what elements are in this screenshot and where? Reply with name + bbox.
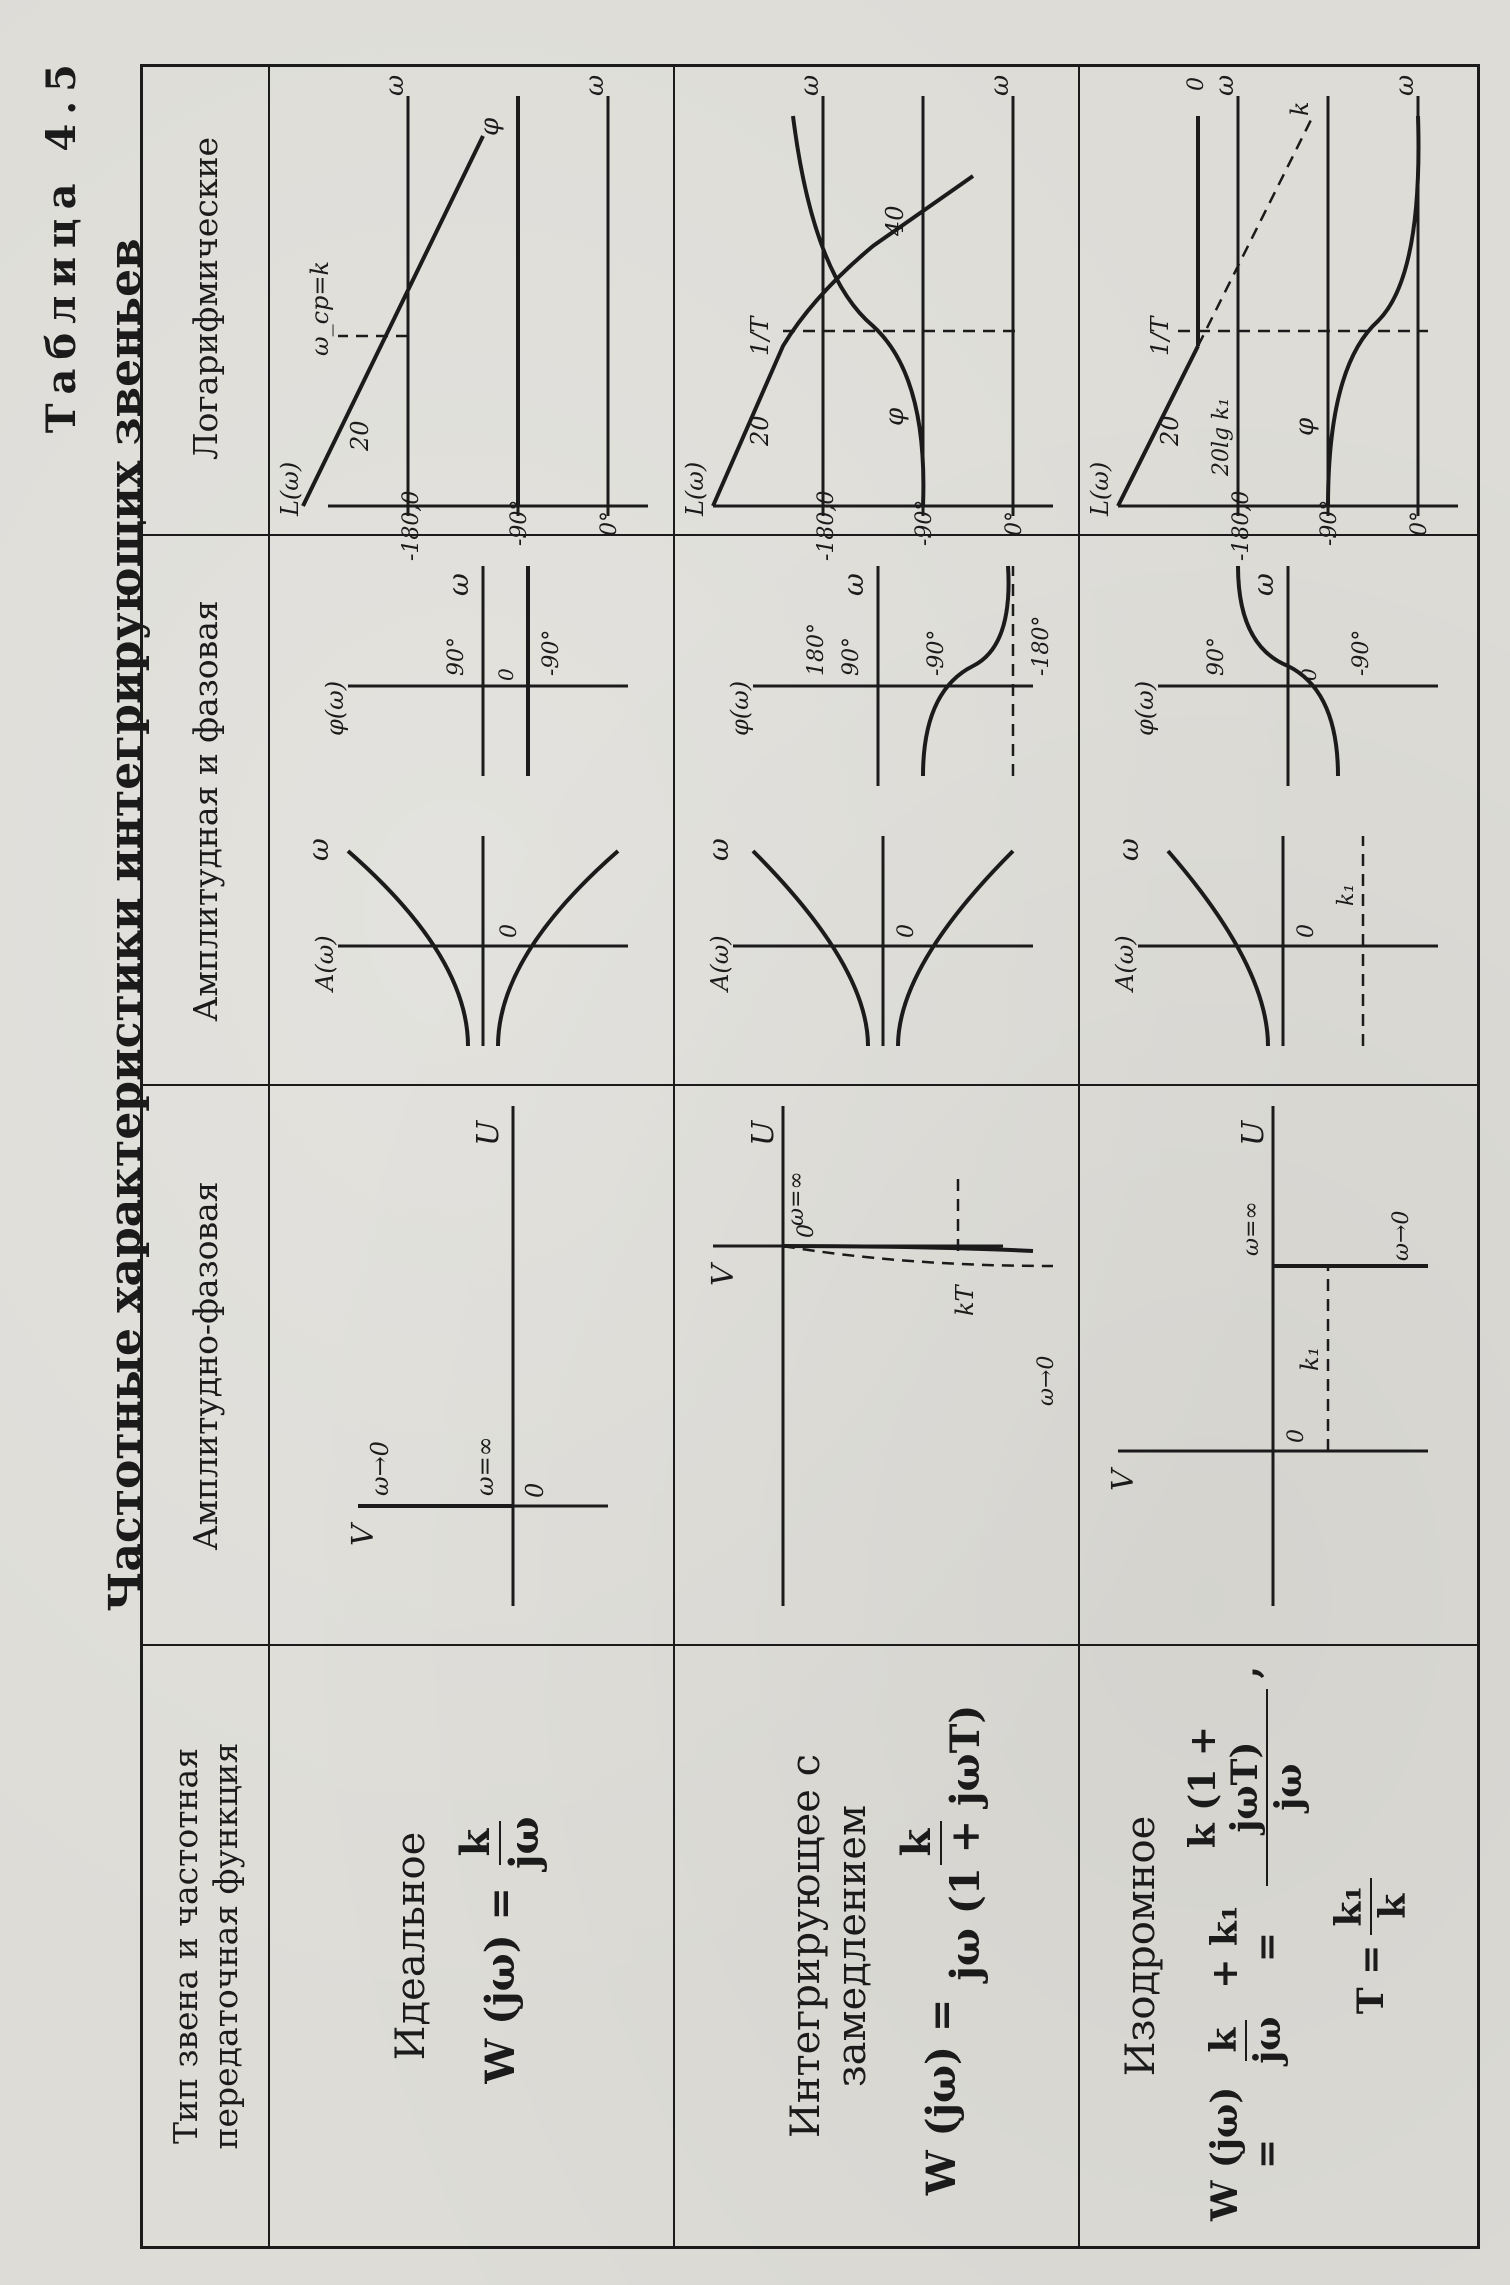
kt-label: kT: [951, 1285, 979, 1316]
origin-label: 0: [1284, 1429, 1309, 1443]
amp-phase-ideal-plot: [268, 536, 673, 1086]
m180-label: -180,0: [399, 490, 424, 561]
formula-fraction-1: [1203, 2008, 1289, 2071]
formula-fraction: [893, 1697, 989, 1989]
origin-label: 0: [794, 1224, 819, 1238]
slope20-label: 20: [346, 420, 374, 451]
p90-label: 90°: [1204, 637, 1229, 676]
p180-label: 180°: [804, 623, 829, 676]
row-delay-name: Интегрирующее с замедлением: [783, 1753, 875, 2139]
formula-left: W (jω) =: [1204, 2086, 1288, 2222]
fraction-numerator: k: [452, 1821, 501, 1865]
slope40-label: 40: [881, 205, 909, 236]
v-label: V: [706, 1264, 741, 1286]
fraction-denominator: jω: [1268, 1763, 1310, 1811]
w-to-zero-label: ω→0: [1389, 1210, 1414, 1261]
phi-label: φ: [880, 407, 910, 426]
w-inf-label: ω=∞: [1239, 1201, 1264, 1256]
w-label: ω: [442, 573, 475, 596]
afc-isodromic-plot: [1078, 1086, 1483, 1646]
m90-label: -90°: [924, 629, 949, 676]
a-axis-label: A(ω): [1111, 935, 1139, 991]
t-fraction: [1328, 1878, 1414, 1935]
lg-label: 20lg k₁: [1209, 397, 1234, 476]
v-label: V: [1106, 1469, 1141, 1491]
phi-axis-label: φ(ω): [1131, 680, 1159, 736]
phi-label: φ: [1290, 417, 1320, 436]
header-type-function: Тип звена и частотная передаточная функция: [165, 1742, 245, 2150]
log-isodromic-plot: [1078, 61, 1483, 561]
inv-t-label: 1/T: [1146, 316, 1174, 356]
k1-label: k₁: [1334, 883, 1359, 906]
origin-label: 0: [894, 924, 919, 938]
row-ideal-name: Идеальное: [388, 1831, 434, 2061]
origin-label: 0: [497, 924, 522, 938]
fraction-denominator: k: [1372, 1893, 1414, 1919]
w-label-2: ω: [985, 74, 1015, 96]
m90-label: -90°: [1349, 629, 1374, 676]
u-label: U: [1236, 1120, 1271, 1146]
fraction-numerator: k (1 + jωT): [1182, 1689, 1268, 1886]
w-to-zero-label: ω→0: [1034, 1355, 1059, 1406]
formula-left: W (jω) =: [917, 1998, 965, 2196]
amp-curve: [348, 851, 468, 1046]
row-isodromic-cell: [1078, 1646, 1483, 2246]
k-label: k: [1286, 101, 1314, 116]
phi-axis-label: φ(ω): [726, 680, 754, 736]
w-inf-label: ω=∞: [784, 1171, 809, 1226]
p90-label: 90°: [444, 637, 469, 676]
amp-curve-mirror: [898, 851, 1013, 1046]
slope20-label: 20: [1156, 415, 1184, 446]
table-caption: Таблица 4.5: [38, 55, 85, 434]
formula-fraction: [452, 1808, 548, 1877]
phi-label: φ: [475, 117, 505, 136]
v-label: V: [346, 1524, 381, 1546]
w-label: ω: [302, 838, 335, 861]
w-label-1: ω: [795, 74, 825, 96]
formula-end: ,: [1225, 1666, 1267, 1679]
m90-label: -90°: [507, 499, 532, 546]
deg0-label: 0°: [1407, 511, 1432, 536]
wcp-label: ω_ср=k: [306, 260, 334, 356]
log-phase-curve: [1328, 116, 1419, 506]
phi-axis-label: φ(ω): [321, 680, 349, 736]
amp-phase-delay-plot: [673, 536, 1078, 1086]
afc-ideal-plot: [268, 1086, 673, 1646]
log-phase-curve: [793, 116, 923, 506]
amp-curve: [1168, 851, 1268, 1046]
fraction-numerator: k: [893, 1821, 942, 1865]
fraction-denominator: jω: [501, 1816, 548, 1869]
origin-label: 0: [521, 1482, 549, 1498]
amp-phase-isodromic-plot: [1078, 536, 1483, 1086]
row-isodromic-formula: [1182, 1666, 1310, 2226]
origin-label: 0: [1294, 924, 1319, 938]
afc-delay-plot: [673, 1086, 1078, 1646]
header-amp-phase: Амплитудная и фазовая: [185, 600, 225, 1022]
m180-label: -180,0: [1229, 490, 1254, 561]
w-label: ω: [1247, 573, 1280, 596]
w-label: ω: [837, 573, 870, 596]
row-ideal-cell: [268, 1646, 673, 2246]
l-zero-label: 0: [1184, 77, 1209, 91]
log-delay-plot: [673, 61, 1078, 561]
l-axis-label: L(ω): [1086, 461, 1114, 516]
frequency-table: [140, 64, 1480, 2249]
m90-label: -90°: [539, 629, 564, 676]
log-l-dashed: [1198, 116, 1313, 346]
row-delay-cell: [673, 1646, 1078, 2246]
row-ideal-formula: [452, 1666, 548, 2226]
slope20-label: 20: [746, 415, 774, 446]
u-label: U: [471, 1120, 506, 1146]
row-delay-formula: [893, 1666, 989, 2226]
deg0-label: 0°: [1002, 511, 1027, 536]
a-axis-label: A(ω): [706, 935, 734, 991]
u-label: U: [746, 1120, 781, 1146]
w-label-1: ω: [1210, 74, 1240, 96]
m90-label: -90°: [912, 499, 937, 546]
w-label: ω: [702, 838, 735, 861]
w-to-zero-label: ω→0: [366, 1441, 394, 1496]
w-label-2: ω: [580, 74, 610, 96]
w-label-2: ω: [1390, 74, 1420, 96]
w-inf-label: ω=∞: [471, 1436, 499, 1496]
log-ideal-plot: [268, 61, 673, 561]
l-axis-label: L(ω): [276, 461, 304, 516]
fraction-denominator: jω (1 + jωT): [942, 1704, 989, 1981]
m180-label: -180,0: [814, 490, 839, 561]
fraction-numerator: k: [1203, 2020, 1247, 2061]
fraction-denominator: jω: [1247, 2016, 1289, 2064]
table-title: Частотные характеристики интегрирующих звеньев: [100, 238, 151, 1612]
origin-label: 0: [1297, 668, 1321, 681]
header-log: Логарифмические: [185, 137, 225, 460]
fraction-numerator: k₁: [1328, 1878, 1372, 1935]
amp-curve: [753, 851, 868, 1046]
formula-fraction-2: [1182, 1689, 1310, 1886]
a-axis-label: A(ω): [311, 935, 339, 991]
k1-label: k₁: [1296, 1346, 1324, 1371]
l-axis-label: L(ω): [681, 461, 709, 516]
formula-middle: + k₁ =: [1204, 1905, 1288, 1989]
deg0-label: 0°: [597, 511, 622, 536]
amp-curve-mirror: [498, 851, 618, 1046]
w-label: ω: [1112, 838, 1145, 861]
inv-t-label: 1/T: [746, 316, 774, 356]
formula-left: W (jω) =: [476, 1886, 524, 2084]
header-afc: Амплитудно-фазовая: [185, 1181, 225, 1551]
row-isodromic-t-formula: [1328, 1666, 1414, 2226]
m180-label: -180°: [1029, 615, 1054, 676]
m90-label: -90°: [1317, 499, 1342, 546]
row-isodromic-name: Изодромное: [1118, 1815, 1164, 2077]
p90-label: 90°: [839, 637, 864, 676]
origin-label: 0: [494, 668, 518, 681]
t-left: T =: [1350, 1944, 1392, 2015]
w-label-1: ω: [380, 74, 410, 96]
